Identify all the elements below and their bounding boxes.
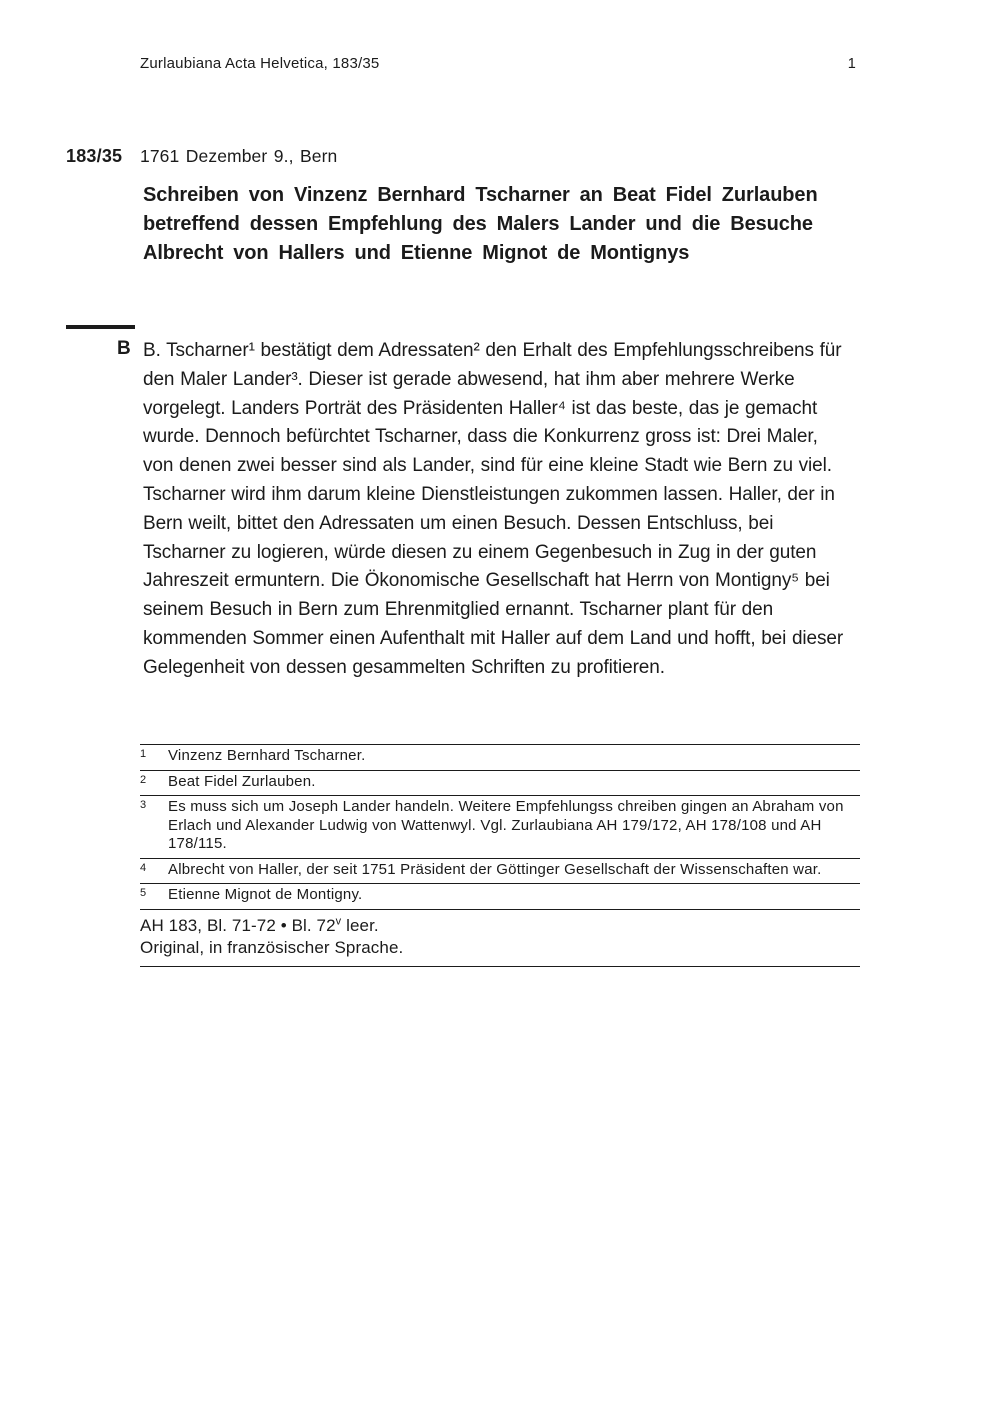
- entry-number: 183/35: [66, 146, 123, 166]
- source-language-note: Original, in französischer Sprache.: [140, 937, 404, 957]
- footnote-number: 2: [140, 773, 147, 786]
- footnotes-section: [140, 744, 860, 967]
- summary-marker: B: [117, 338, 131, 359]
- footnote-row: [140, 858, 860, 884]
- page-number: 1: [847, 56, 856, 72]
- running-header: [140, 55, 856, 72]
- source-block: [140, 909, 860, 967]
- footnote-number: 3: [140, 799, 147, 811]
- footnote-text: Albrecht von Haller, der seit 1751 Präsident der Göttinger Gesellschaft der Wissenschaften war.: [168, 860, 822, 878]
- footnote-number: 4: [140, 861, 147, 874]
- footnote-number: 1: [140, 748, 147, 760]
- summary-text: B. Tscharner¹ bestätigt dem Adressaten² den Erhalt des Empfehlungsschreibens für den Maler Lander³. Dieser ist gerade abwesend, hat ihm aber mehrere Werke vorgelegt. Landers Porträt des Präsidenten Haller⁴ ist das beste, das je gemacht wurde. Dennoch befürchtet Tscharner, dass die Konkurrenz gross ist: Drei Maler, von denen zwei besser sind als Lander, sind für eine kleine Stadt wie Bern zu viel. Tscharner wird ihm darum kleine Dienstleistungen zukommen lassen. Haller, der in Bern weilt, bittet den Adressaten um einen Besuch. Dessen Entschluss, bei Tscharner zu logieren, würde diesen zu einem Gegenbesuch in Zug in der guten Jahreszeit ermuntern. Die Ökonomische Gesellschaft hat Herrn von Montigny⁵ bei seinem Besuch in Bern zum Ehrenmitglied ernannt. Tscharner plant für den kommenden Sommer einen Aufenthalt mit Haller auf dem Land und hofft, bei dieser Gelegenheit von dessen gesammelten Schriften zu profitieren.: [143, 340, 844, 678]
- footnote-row: [140, 883, 860, 909]
- section-rule: [66, 325, 135, 329]
- footnote-text: Es muss sich um Joseph Lander handeln. Weitere Empfehlungss chreiben gingen an Abraham von Erlach und Alexander Ludwig von Wattenwyl. Vgl. Zurlaubiana AH 179/172, AH 178/108 und AH 178/115.: [168, 798, 844, 852]
- footnote-text: Beat Fidel Zurlauben.: [168, 772, 316, 790]
- source-shelfmark-prefix: AH 183, Bl. 71-72 • Bl. 72: [140, 915, 336, 935]
- footnote-row: [140, 770, 860, 796]
- source-shelfmark-superscript: v: [335, 914, 342, 927]
- footnote-row: [140, 744, 860, 770]
- footnote-row: [140, 795, 860, 858]
- entry-title: Schreiben von Vinzenz Bernhard Tscharner an Beat Fidel Zurlauben betreffend dessen Empfehlung des Malers Lander und die Besuche Albrecht von Hallers und Etienne Mignot de Montignys: [143, 184, 818, 264]
- running-header-title: Zurlaubiana Acta Helvetica, 183/35: [140, 55, 380, 72]
- footnote-text: Vinzenz Bernhard Tscharner.: [168, 747, 366, 764]
- entry-heading-line: [66, 146, 856, 167]
- footnote-number: 5: [140, 887, 147, 899]
- source-shelfmark: [140, 915, 860, 937]
- footnote-text: Etienne Mignot de Montigny.: [168, 886, 363, 903]
- entry-dateline: 1761 Dezember 9., Bern: [140, 146, 338, 166]
- source-shelfmark-suffix: leer.: [341, 915, 379, 935]
